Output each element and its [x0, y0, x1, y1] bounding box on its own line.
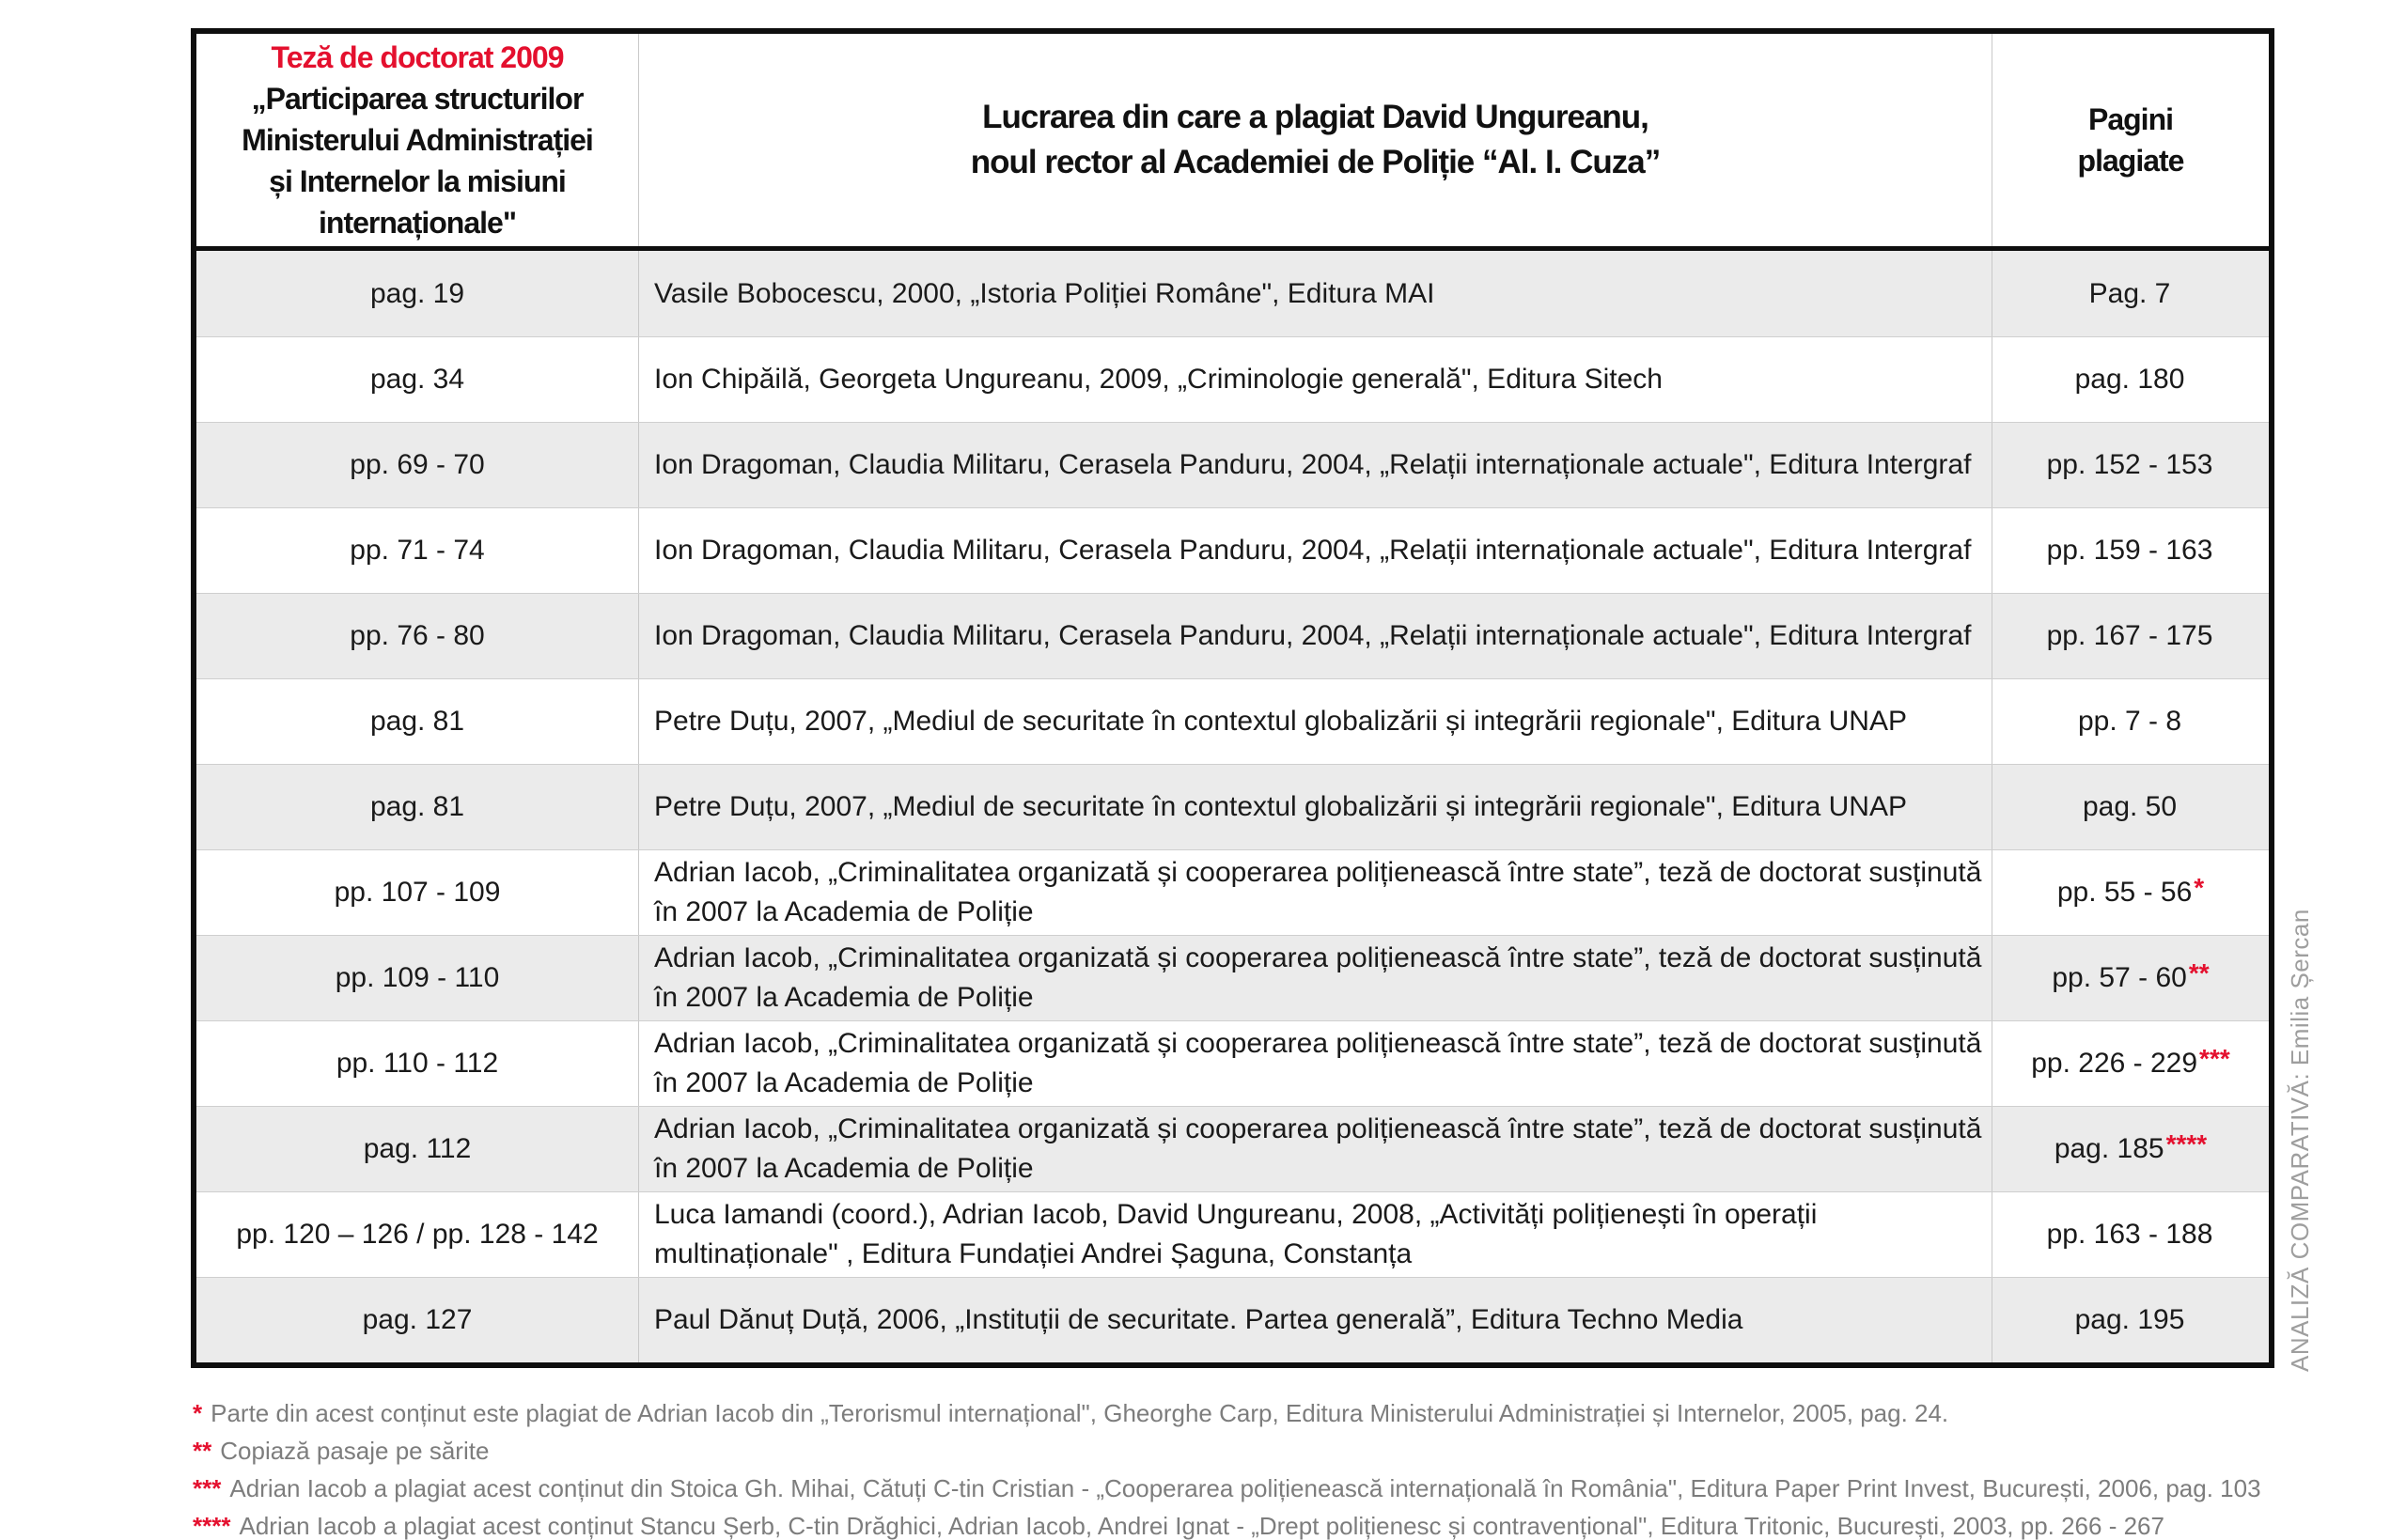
source-work-cell: Vasile Bobocescu, 2000, „Istoria Poliției Române", Editura MAI — [639, 251, 1992, 336]
footnote-marker: *** — [193, 1474, 222, 1502]
header-source-column — [639, 34, 1992, 246]
pages-value: Pag. 7 — [2088, 277, 2171, 309]
thesis-subtitle-line: și Internelor la misiuni — [269, 164, 566, 198]
plagiarized-pages-cell — [1992, 936, 2269, 1020]
source-work-cell: Petre Duțu, 2007, „Mediul de securitate în contextul globalizării și integrării regionale", Editura UNAP — [639, 679, 1992, 764]
table-row — [196, 336, 2269, 422]
table-row — [196, 1106, 2269, 1191]
footnote-star-marker: * — [2194, 873, 2205, 902]
table-body — [196, 251, 2269, 1362]
source-work-cell: Adrian Iacob, „Criminalitatea organizată și cooperarea polițienească între state”, teză de doctorat susținută în 2007 la Academia de Poliție — [639, 1107, 1992, 1191]
header-pages-column — [1992, 34, 2269, 246]
thesis-subtitle-line: „Participarea structurilor — [251, 82, 584, 116]
thesis-page-cell: pag. 81 — [196, 765, 639, 849]
pages-value: pp. 152 - 153 — [2046, 449, 2213, 480]
source-work-cell: Ion Dragoman, Claudia Militaru, Cerasela Panduru, 2004, „Relații internaționale actuale", Editura Intergraf — [639, 508, 1992, 593]
plagiarized-pages-cell — [1992, 850, 2269, 935]
plagiarized-pages-cell — [1992, 765, 2269, 849]
thesis-page-cell: pag. 19 — [196, 251, 639, 336]
pages-value: pp. 167 - 175 — [2046, 620, 2213, 651]
footnote-star-marker: **** — [2165, 1129, 2208, 1159]
footnote-line — [193, 1432, 2383, 1470]
footnote-star-marker: *** — [2199, 1044, 2230, 1073]
pages-value: pp. 159 - 163 — [2046, 535, 2213, 566]
source-work-cell: Ion Dragoman, Claudia Militaru, Cerasela Panduru, 2004, „Relații internaționale actuale", Editura Intergraf — [639, 594, 1992, 678]
pages-value: pag. 180 — [2074, 364, 2185, 395]
thesis-page-cell: pp. 76 - 80 — [196, 594, 639, 678]
source-work-cell: Adrian Iacob, „Criminalitatea organizată și cooperarea polițienească între state”, teză de doctorat susținută în 2007 la Academia de Poliție — [639, 850, 1992, 935]
thesis-page-cell: pp. 109 - 110 — [196, 936, 639, 1020]
source-work-cell: Ion Dragoman, Claudia Militaru, Cerasela Panduru, 2004, „Relații internaționale actuale", Editura Intergraf — [639, 423, 1992, 507]
table-row — [196, 849, 2269, 935]
table-row — [196, 1020, 2269, 1106]
plagiarized-pages-cell — [1992, 251, 2269, 336]
source-work-cell: Adrian Iacob, „Criminalitatea organizată și cooperarea polițienească între state”, teză de doctorat susținută în 2007 la Academia de Poliție — [639, 936, 1992, 1020]
thesis-subtitle-line: internaționale" — [319, 206, 516, 240]
table-row — [196, 593, 2269, 678]
plagiarized-pages-cell — [1992, 337, 2269, 422]
footnote-line — [193, 1394, 2383, 1432]
table-row — [196, 507, 2269, 593]
thesis-page-cell: pp. 71 - 74 — [196, 508, 639, 593]
plagiarized-pages-cell — [1992, 1192, 2269, 1277]
pages-value: pp. 7 - 8 — [2077, 706, 2182, 737]
source-work-cell: Luca Iamandi (coord.), Adrian Iacob, David Ungureanu, 2008, „Activități polițienești în operații multinaționale" , Editura Fundației Andrei Șaguna, Constanța — [639, 1192, 1992, 1277]
pages-header-line: plagiate — [2077, 144, 2184, 178]
source-header-line: Lucrarea din care a plagiat David Ungureanu, — [982, 99, 1648, 135]
pages-value: pag. 185 — [2054, 1133, 2164, 1164]
table-row — [196, 422, 2269, 507]
table-header — [196, 34, 2269, 251]
footnote-marker: * — [193, 1399, 203, 1427]
source-work-cell: Adrian Iacob, „Criminalitatea organizată și cooperarea polițienească între state”, teză de doctorat susținută în 2007 la Academia de Poliție — [639, 1021, 1992, 1106]
pages-value: pp. 55 - 56 — [2056, 877, 2193, 908]
pages-value: pp. 226 - 229 — [2031, 1048, 2198, 1079]
footnote-text: Copiază pasaje pe sărite — [220, 1437, 490, 1465]
table-row — [196, 1191, 2269, 1277]
thesis-subtitle-line: Ministerului Administrației — [242, 123, 593, 157]
footnote-text: Parte din acest conținut este plagiat de Adrian Iacob din „Terorismul internațional", Gheorghe Carp, Editura Ministerului Administrației și Internelor, 2005, pag. 24. — [211, 1399, 1949, 1427]
source-header-line: noul rector al Academiei de Poliție “Al. I. Cuza” — [970, 144, 1661, 180]
plagiarized-pages-cell — [1992, 1278, 2269, 1362]
pages-header-line: Pagini — [2087, 102, 2173, 136]
table-row — [196, 678, 2269, 764]
footnote-line — [193, 1470, 2383, 1507]
thesis-page-cell: pp. 107 - 109 — [196, 850, 639, 935]
footnote-star-marker: ** — [2188, 958, 2210, 988]
footnote-line — [193, 1507, 2383, 1540]
thesis-page-cell: pag. 112 — [196, 1107, 639, 1191]
plagiarized-pages-cell — [1992, 1021, 2269, 1106]
pages-value: pp. 163 - 188 — [2046, 1219, 2213, 1250]
plagiarized-pages-cell — [1992, 1107, 2269, 1191]
plagiarized-pages-cell — [1992, 594, 2269, 678]
pages-value: pag. 195 — [2074, 1304, 2185, 1335]
thesis-page-cell: pp. 120 – 126 / pp. 128 - 142 — [196, 1192, 639, 1277]
thesis-page-cell: pag. 127 — [196, 1278, 639, 1362]
source-work-cell: Petre Duțu, 2007, „Mediul de securitate în contextul globalizării și integrării regionale", Editura UNAP — [639, 765, 1992, 849]
source-work-cell: Ion Chipăilă, Georgeta Ungureanu, 2009, „Criminologie generală", Editura Sitech — [639, 337, 1992, 422]
footnote-marker: ** — [193, 1437, 212, 1465]
table-row — [196, 1277, 2269, 1362]
thesis-page-cell: pag. 81 — [196, 679, 639, 764]
author-credit-vertical: ANALIZĂ COMPARATIVĂ: Emilia Șercan — [2286, 909, 2314, 1372]
thesis-page-cell: pag. 34 — [196, 337, 639, 422]
thesis-year-title: Teză de doctorat 2009 — [271, 40, 564, 74]
footnotes — [193, 1394, 2383, 1540]
plagiarism-comparison-table — [191, 28, 2274, 1368]
footnote-marker: **** — [193, 1512, 231, 1540]
plagiarized-pages-cell — [1992, 423, 2269, 507]
footnote-text: Adrian Iacob a plagiat acest conținut din Stoica Gh. Mihai, Cătuți C-tin Cristian - „Cooperarea polițienească internațională în România", Editura Paper Print Invest, București, 2006, pag. 103 — [229, 1474, 2261, 1502]
source-work-cell: Paul Dănuț Duță, 2006, „Instituții de securitate. Partea generală”, Editura Techno Media — [639, 1278, 1992, 1362]
thesis-page-cell: pp. 110 - 112 — [196, 1021, 639, 1106]
header-thesis-column — [196, 34, 639, 246]
pages-value: pp. 57 - 60 — [2052, 962, 2187, 993]
table-row — [196, 935, 2269, 1020]
footnote-text: Adrian Iacob a plagiat acest conținut Stancu Șerb, C-tin Drăghici, Adrian Iacob, Andrei Ignat - „Drept polițienesc și contravențional", Editura Tritonic, București, 2003, pp. 266 - 267 — [239, 1512, 2164, 1540]
plagiarized-pages-cell — [1992, 508, 2269, 593]
thesis-page-cell: pp. 69 - 70 — [196, 423, 639, 507]
table-row — [196, 251, 2269, 336]
plagiarized-pages-cell — [1992, 679, 2269, 764]
table-row — [196, 764, 2269, 849]
pages-value: pag. 50 — [2082, 791, 2178, 822]
